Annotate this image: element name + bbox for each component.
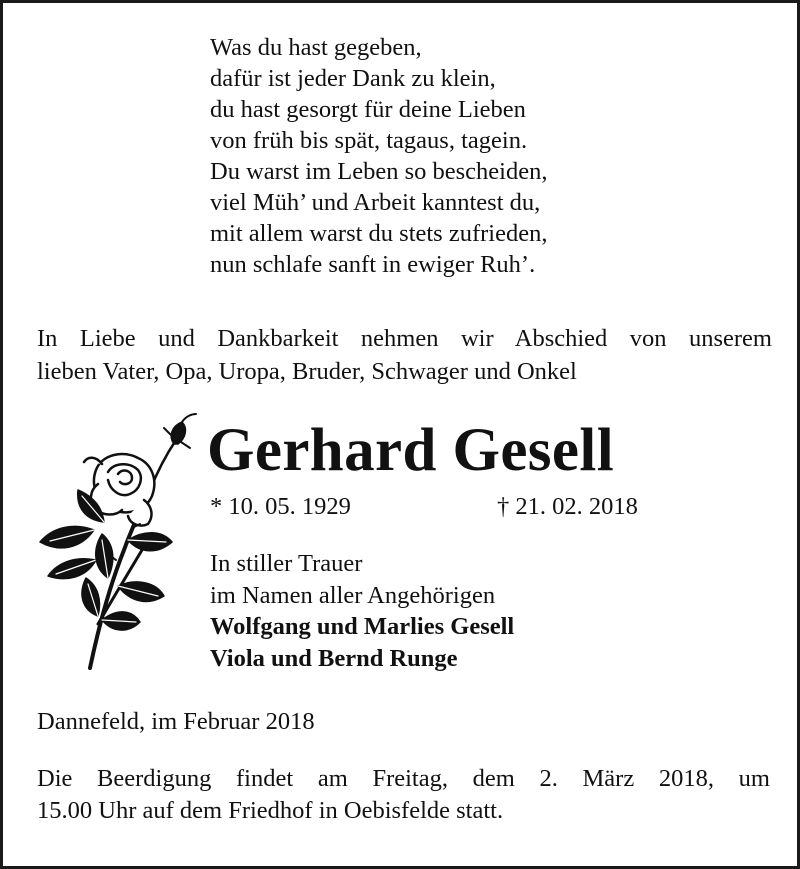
poem-line: du hast gesorgt für deine Lieben [210, 96, 526, 123]
family-name: Viola und Bernd Runge [210, 644, 458, 672]
death-date: † 21. 02. 2018 [497, 493, 638, 520]
birth-date: * 10. 05. 1929 [210, 493, 351, 520]
funeral-line: 15.00 Uhr auf dem Friedhof in Oebisfelde statt. [37, 797, 504, 824]
place-date: Dannefeld, im Februar 2018 [37, 708, 315, 735]
poem-line: nun schlafe sanft in ewiger Ruh’. [210, 251, 536, 278]
farewell-intro [37, 322, 772, 388]
poem-line: viel Müh’ und Arbeit kanntest du, [210, 189, 541, 216]
intro-line: lieben Vater, Opa, Uropa, Bruder, Schwager und Onkel [37, 358, 577, 385]
deceased-name: Gerhard Gesell [207, 417, 615, 484]
poem-line: dafür ist jeder Dank zu klein, [210, 65, 496, 92]
funeral-line: Die Beerdigung findet am Freitag, dem 2. März 2018, um [37, 765, 770, 792]
poem-line: Du warst im Leben so bescheiden, [210, 158, 548, 185]
poem-line: von früh bis spät, tagaus, tagein. [210, 127, 528, 154]
mourning-line: In stiller Trauer [210, 550, 363, 577]
poem-line: Was du hast gegeben, [210, 34, 422, 61]
intro-line: In Liebe und Dankbarkeit nehmen wir Abschied von unserem [37, 325, 772, 352]
mourning-line: im Namen aller Angehörigen [210, 581, 496, 609]
funeral-notice [37, 763, 770, 827]
rose-icon [32, 410, 202, 675]
memorial-poem [210, 32, 770, 280]
mourners-block [210, 548, 514, 674]
poem-line: mit allem warst du stets zufrieden, [210, 220, 548, 247]
family-name: Wolfgang und Marlies Gesell [210, 613, 515, 640]
